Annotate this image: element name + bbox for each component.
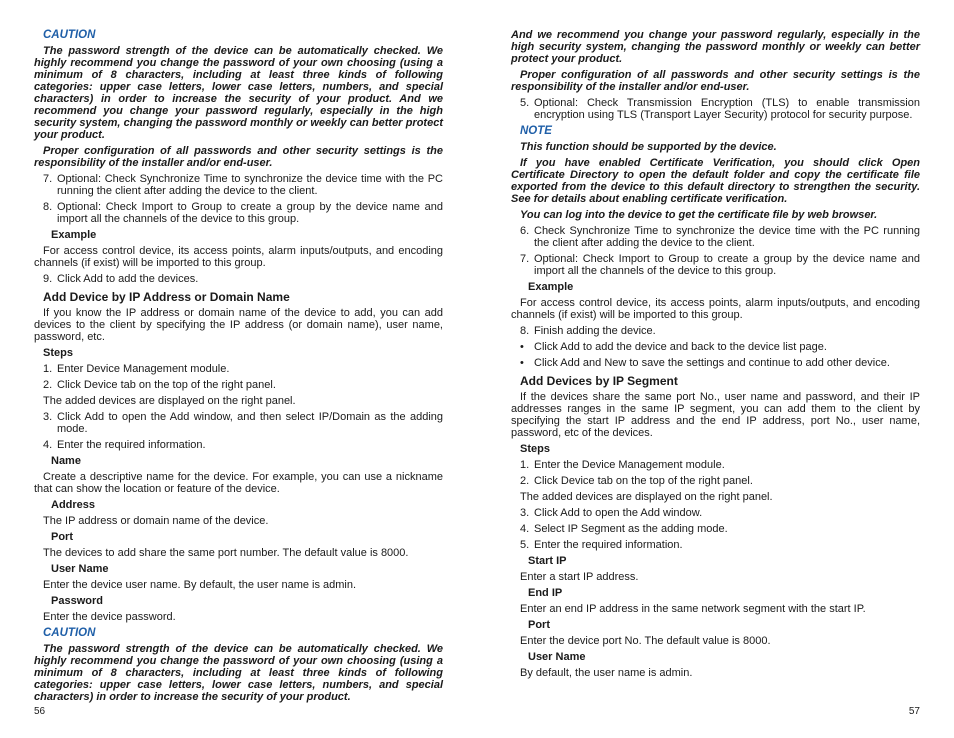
- field-heading-username: User Name: [51, 563, 109, 575]
- field-heading-password: Password: [51, 595, 103, 607]
- field-text-password: Enter the device password.: [43, 611, 176, 623]
- bullet-item: • Click Add and New to save the settings and continue to add other device.: [520, 357, 890, 369]
- steps-heading: Steps: [520, 443, 550, 455]
- field-text-username: By default, the user name is admin.: [520, 667, 693, 679]
- section-intro: If you know the IP address or domain name of the device to add, you can add devices to the client by specifying the IP address (or domain name), user name, password, etc.: [34, 307, 443, 343]
- example-heading: Example: [51, 229, 97, 241]
- field-heading-start-ip: Start IP: [528, 555, 567, 567]
- steps-heading: Steps: [43, 347, 73, 359]
- step-item: 2. Click Device tab on the top of the right panel.: [520, 475, 753, 487]
- step-item: 4. Select IP Segment as the adding mode.: [520, 523, 728, 535]
- step-item: 1. Enter the Device Management module.: [520, 459, 725, 471]
- field-heading-name: Name: [51, 455, 81, 467]
- section-heading: Add Devices by IP Segment: [520, 374, 678, 388]
- caution-heading: CAUTION: [43, 29, 96, 41]
- caution-paragraph: The password strength of the device can be automatically checked. We highly recommend you change the password of your own choosing (using a minimum of 8 characters, including at least three kinds of following categories: upper case letters, lower case letters, numbers, and special characters) in order to increase the security of your product. And we recommend you change your password regularly, especially in the high security system, changing the password monthly or weekly can better protect your product.: [34, 45, 443, 141]
- caution-paragraph: And we recommend you change your password regularly, especially in the high security system, changing the password monthly or weekly can better protect your product.: [511, 29, 920, 65]
- list-item: 8. Finish adding the device.: [520, 325, 656, 337]
- step-note: The added devices are displayed on the right panel.: [43, 395, 296, 407]
- bullet-icon: •: [520, 341, 524, 353]
- note-paragraph: If you have enabled Certificate Verification, you should click Open Certificate Directory to open the default folder and copy the certificate file exported from the device to this default directory to strengthen the security. See for details about enabling certificate verification.: [511, 157, 920, 205]
- field-heading-end-ip: End IP: [528, 587, 563, 599]
- field-text-address: The IP address or domain name of the device.: [43, 515, 269, 527]
- step-item: 3. Click Add to open the Add window, and then select IP/Domain as the adding mode.: [43, 411, 443, 435]
- bullet-item: • Click Add to add the device and back to the device list page.: [520, 341, 827, 353]
- caution-paragraph: Proper configuration of all passwords and other security settings is the responsibility of the installer and/or end-user.: [511, 69, 920, 93]
- list-item: 9. Click Add to add the devices.: [43, 273, 199, 285]
- caution-heading: CAUTION: [43, 627, 96, 639]
- field-text-end-ip: Enter an end IP address in the same network segment with the start IP.: [520, 603, 866, 615]
- field-text-port: Enter the device port No. The default value is 8000.: [520, 635, 771, 647]
- example-heading: Example: [528, 281, 574, 293]
- example-text: For access control device, its access points, alarm inputs/outputs, and encoding channels (if exist) will be imported to this group.: [511, 297, 920, 321]
- note-paragraph: You can log into the device to get the certificate file by web browser.: [520, 209, 878, 221]
- list-item: 7. Optional: Check Import to Group to create a group by the device name and import all the channels of the device to this group.: [520, 253, 920, 277]
- field-heading-address: Address: [51, 499, 96, 511]
- step-item: 1. Enter Device Management module.: [43, 363, 230, 375]
- step-item: 3. Click Add to open the Add window.: [520, 507, 703, 519]
- right-page: [477, 0, 954, 738]
- step-item: 5. Enter the required information.: [520, 539, 683, 551]
- section-intro: If the devices share the same port No., user name and password, and their IP addresses ranges in the same IP segment, you can add them to the client by specifying the start IP address and the end IP address, port No., user name, password, etc of the devices.: [511, 391, 920, 439]
- bullet-icon: •: [520, 357, 524, 369]
- caution-paragraph: Proper configuration of all passwords and other security settings is the responsibility of the installer and/or end-user.: [34, 145, 443, 169]
- page-number: 57: [908, 706, 920, 717]
- page-number: 56: [34, 706, 46, 717]
- step-item: 4. Enter the required information.: [43, 439, 206, 451]
- field-heading-username: User Name: [528, 651, 586, 663]
- field-text-name: Create a descriptive name for the device. For example, you can use a nickname that can show the location or feature of the device.: [34, 471, 443, 495]
- right-column: [511, 29, 920, 683]
- field-text-port: The devices to add share the same port number. The default value is 8000.: [43, 547, 409, 559]
- field-text-start-ip: Enter a start IP address.: [520, 571, 639, 583]
- step-note: The added devices are displayed on the right panel.: [520, 491, 773, 503]
- list-item: 7. Optional: Check Synchronize Time to synchronize the device time with the PC running the client after adding the device to the client.: [43, 173, 443, 197]
- section-heading: Add Device by IP Address or Domain Name: [43, 290, 290, 304]
- left-column: [34, 29, 443, 707]
- caution-paragraph: The password strength of the device can be automatically checked. We highly recommend you change the password of your own choosing (using a minimum of 8 characters, including at least three kinds of following categories: upper case letters, lower case letters, numbers, and special characters) in order to increase the security of your product.: [34, 643, 443, 703]
- field-heading-port: Port: [528, 619, 550, 631]
- list-item: 8. Optional: Check Import to Group to create a group by the device name and import all the channels of the device to this group.: [43, 201, 443, 225]
- list-item: 6. Check Synchronize Time to synchronize the device time with the PC running the client after adding the device to the client.: [520, 225, 920, 249]
- step-item: 2. Click Device tab on the top of the right panel.: [43, 379, 276, 391]
- field-heading-port: Port: [51, 531, 73, 543]
- note-paragraph: This function should be supported by the device.: [520, 141, 777, 153]
- list-item: 5. Optional: Check Transmission Encryption (TLS) to enable transmission encryption using TLS (Transport Layer Security) protocol for security purpose.: [520, 97, 920, 121]
- field-text-username: Enter the device user name. By default, the user name is admin.: [43, 579, 357, 591]
- example-text: For access control device, its access points, alarm inputs/outputs, and encoding channels (if exist) will be imported to this group.: [34, 245, 443, 269]
- note-heading: NOTE: [520, 125, 552, 137]
